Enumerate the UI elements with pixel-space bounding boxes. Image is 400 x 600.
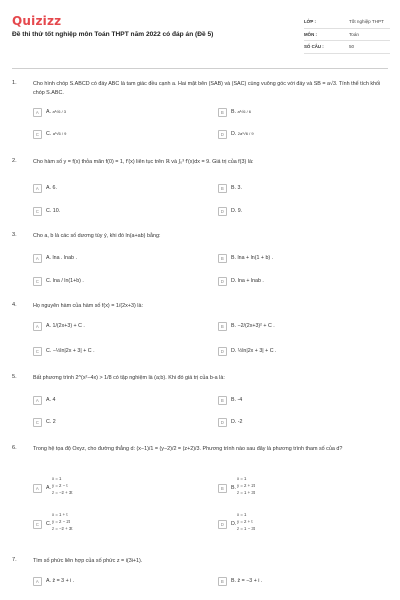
question-text: Tìm số phức liên hợp của số phức z = i(3i+1).: [33, 558, 143, 564]
meta-value: Tốt nghiệp THPT: [349, 19, 384, 24]
meta-row-class: [304, 16, 390, 29]
option-text: D. -2: [231, 419, 243, 425]
page-title: Đề thi thử tốt nghiệp môn Toán THPT năm 2022 có đáp án (Đề 5): [12, 31, 214, 38]
question-text: Cho a, b là các số dương tùy ý, khi đó ln(a+ab) bằng:: [33, 233, 161, 239]
question-4: [12, 302, 388, 364]
option-c[interactable]: [33, 511, 205, 539]
option-text: A. lna . lnab .: [46, 255, 77, 261]
option-text: D. ½ln|2x + 3| + C .: [231, 348, 277, 354]
option-letter-box[interactable]: D: [218, 277, 227, 286]
question-1: [12, 80, 388, 144]
option-text: C. lna / ln(1+b) .: [46, 278, 84, 284]
option-letter-box[interactable]: A: [33, 184, 42, 193]
question-number: 4.: [12, 302, 17, 308]
option-text: D. 9.: [231, 208, 243, 214]
meta-row-subject: [304, 29, 390, 42]
option-letter-box[interactable]: A: [33, 577, 42, 586]
option-letter-box[interactable]: B: [218, 254, 227, 263]
option-label: C.: [46, 521, 52, 527]
option-letter-box[interactable]: C: [33, 277, 42, 286]
option-label: D.: [231, 521, 237, 527]
option-text: A. a³√6 / 3: [46, 109, 67, 115]
option-letter-box[interactable]: C: [33, 520, 42, 529]
meta-value: Toán: [349, 31, 359, 37]
option-text: A. 1/(2x+3) + C .: [46, 323, 85, 329]
option-b[interactable]: [218, 475, 390, 503]
question-text: Trong hệ tọa độ Oxyz, cho đường thẳng d: (x−1)/1 = (y−2)/2 = (z+2)/3. Phương trình nào sau đây là phương trình tham số của d?: [33, 446, 343, 452]
option-d[interactable]: [218, 511, 390, 539]
quizizz-logo: Quizizz: [12, 14, 62, 28]
option-text: B. −2/(2x+3)² + C .: [231, 323, 275, 329]
option-text: C. a³√6 / 9: [46, 131, 67, 137]
meta-label: SỐ CÂU :: [304, 44, 324, 49]
option-text: A. 6.: [46, 185, 57, 191]
option-text: C. 2: [46, 419, 56, 425]
option-letter-box[interactable]: C: [33, 418, 42, 427]
meta-label: LỚP :: [304, 19, 316, 24]
option-text: C. −½ln|2x + 3| + C .: [46, 348, 95, 354]
option-letter-box[interactable]: A: [33, 484, 42, 493]
question-number: 2.: [12, 158, 17, 164]
option-letter-box[interactable]: D: [218, 207, 227, 216]
question-number: 5.: [12, 374, 17, 380]
page-header: [12, 10, 388, 62]
question-6: [12, 445, 388, 545]
option-text: B. 3.: [231, 185, 242, 191]
question-text: Họ nguyên hàm của hàm số f(x) = 1/(2x+3) là:: [33, 303, 143, 309]
option-letter-box[interactable]: C: [33, 347, 42, 356]
option-letter-box[interactable]: D: [218, 418, 227, 427]
parametric-system: x = 1 y = 2 + t z = 1 − 3t: [237, 512, 255, 531]
option-letter-box[interactable]: A: [33, 322, 42, 331]
question-text: Bất phương trình 2^(x²−4x) > 1/8 có tập nghiệm là (a;b). Khi đó giá trị của b-a là:: [33, 375, 225, 381]
option-text: B. a³√6 / 6: [231, 109, 252, 115]
question-2: [12, 158, 388, 218]
parametric-system: x = 1 y = 2 − t z = −2 + 3t: [52, 476, 73, 495]
option-letter-box[interactable]: C: [33, 207, 42, 216]
question-3: [12, 232, 388, 292]
option-a[interactable]: [33, 475, 205, 503]
question-5: [12, 374, 388, 432]
question-text: Cho hàm số y = f(x) thỏa mãn f(0) = 1, f′(x) liên tục trên ℝ và ∫₀³ f′(x)dx = 9. Giá trị của f(3) là:: [33, 159, 254, 165]
option-text: B. z̄ = −3 + i .: [231, 578, 263, 584]
option-letter-box[interactable]: A: [33, 396, 42, 405]
parametric-system: x = 1 + t y = 2 − 2t z = −2 + 3t: [52, 512, 73, 531]
option-letter-box[interactable]: A: [33, 254, 42, 263]
option-text: D. 2a³√6 / 9: [231, 131, 254, 137]
option-text: B. -4: [231, 397, 243, 403]
question-7: [12, 557, 388, 597]
parametric-system: x = 1 y = 2 + 2t z = 1 + 3t: [237, 476, 255, 495]
question-number: 7.: [12, 557, 17, 563]
option-label: A.: [46, 485, 52, 491]
option-text: A. z̄ = 3 + i .: [46, 578, 75, 584]
meta-row-count: [304, 41, 390, 54]
option-text: C. 10.: [46, 208, 61, 214]
option-letter-box[interactable]: D: [218, 130, 227, 139]
meta-table: [304, 16, 390, 54]
option-letter-box[interactable]: B: [218, 484, 227, 493]
option-text: B. lna + ln(1 + b) .: [231, 255, 274, 261]
question-number: 1.: [12, 80, 17, 86]
option-letter-box[interactable]: D: [218, 347, 227, 356]
question-text: Cho hình chóp S.ABCD có đáy ABC là tam giác đều cạnh a. Hai mặt bên (SAB) và (SAC) cùng vuông góc với đáy và SB = a√3. Tính thể tích khối chóp S.ABC.: [33, 81, 381, 96]
meta-label: MÔN :: [304, 31, 317, 37]
option-letter-box[interactable]: A: [33, 108, 42, 117]
meta-value: 50: [349, 44, 355, 49]
option-letter-box[interactable]: B: [218, 184, 227, 193]
option-letter-box[interactable]: B: [218, 322, 227, 331]
option-text: A. 4: [46, 397, 56, 403]
option-letter-box[interactable]: B: [218, 577, 227, 586]
option-label: B.: [231, 485, 237, 491]
question-number: 6.: [12, 445, 17, 451]
option-letter-box[interactable]: D: [218, 520, 227, 529]
question-number: 3.: [12, 232, 17, 238]
header-divider: [12, 68, 388, 69]
option-letter-box[interactable]: C: [33, 130, 42, 139]
option-letter-box[interactable]: B: [218, 396, 227, 405]
option-text: D. lna + lnab .: [231, 278, 264, 284]
option-letter-box[interactable]: B: [218, 108, 227, 117]
